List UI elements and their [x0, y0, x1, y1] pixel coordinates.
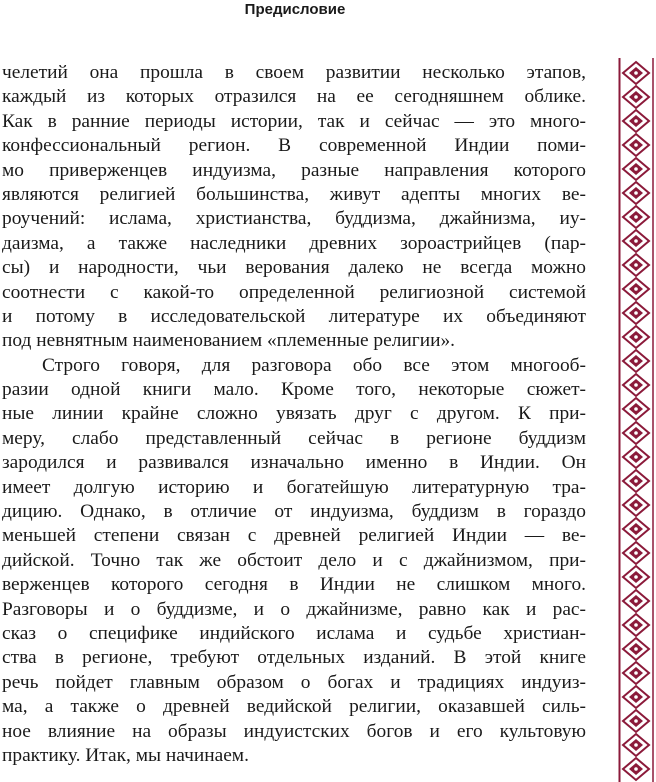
text-line: речь пойдет главным образом о богах и традициях индуиз-	[2, 671, 586, 693]
text-line: верженцев которого сегодня в Индии не слишком много.	[2, 574, 586, 596]
text-line: каждый из которых отразился на ее сегодняшнем облике.	[2, 86, 586, 108]
text-line: и потому в исследовательской литературе их объединяют	[2, 305, 586, 327]
text-line: меру, слабо представленный сейчас в регионе буддизм	[2, 427, 586, 449]
text-line: сы) и народности, чьи верования далеко не всегда можно	[2, 257, 586, 279]
text-line: дийской. Точно так же обстоит дело и с джайнизмом, при-	[2, 549, 586, 571]
text-line: Строго говоря, для разговора обо все этом многооб-	[42, 354, 586, 376]
text-line: являются религией большинства, живут адепты многих ве-	[2, 183, 586, 205]
text-line: ма, а также о древней ведийской религии, оказавшей силь-	[2, 696, 586, 718]
body-text	[2, 61, 586, 768]
ornamental-border-icon	[618, 58, 656, 782]
text-line: ные линии крайне сложно увязать друг с другом. К при-	[2, 403, 586, 425]
text-line: ное влияние на образы индуистских богов и его культовую	[2, 720, 586, 742]
text-line: меньшей степени связан с древней религией Индии — ве-	[2, 525, 586, 547]
running-header: Предисловие	[244, 1, 346, 18]
text-line: соотнести с какой-то определенной религиозной системой	[2, 281, 586, 303]
text-line: под невнятным наименованием «племенные религии».	[2, 330, 456, 352]
text-line: зародился и развивался изначально именно в Индии. Он	[2, 452, 586, 474]
text-line: практику. Итак, мы начинаем.	[2, 744, 249, 766]
text-line: дицию. Однако, в отличие от индуизма, буддизм в гораздо	[2, 501, 586, 523]
text-line: имеет долгую историю и богатейшую литературную тра-	[2, 476, 586, 498]
text-line: конфессиональный регион. В современной Индии поми-	[2, 135, 586, 157]
text-line: Разговоры и о буддизме, и о джайнизме, равно как и рас-	[2, 598, 586, 620]
text-line: Как в ранние периоды истории, так и сейчас — это много-	[2, 110, 586, 132]
text-line: мо приверженцев индуизма, разные направления которого	[2, 159, 586, 181]
paragraph	[2, 354, 586, 769]
text-line: даизма, а также наследники древних зороастрийцев (пар-	[2, 232, 586, 254]
paragraph	[2, 61, 586, 354]
text-line: разии одной книги мало. Кроме того, некоторые сюжет-	[2, 379, 586, 401]
text-line: ства в регионе, требуют отдельных изданий. В этой книге	[2, 647, 586, 669]
text-line: челетий она прошла в своем развитии несколько этапов,	[2, 62, 586, 83]
text-line: роучений: ислама, христианства, буддизма, джайнизма, иу-	[2, 208, 586, 230]
text-line: сказ о специфике индийского ислама и судьбе христиан-	[2, 622, 586, 644]
